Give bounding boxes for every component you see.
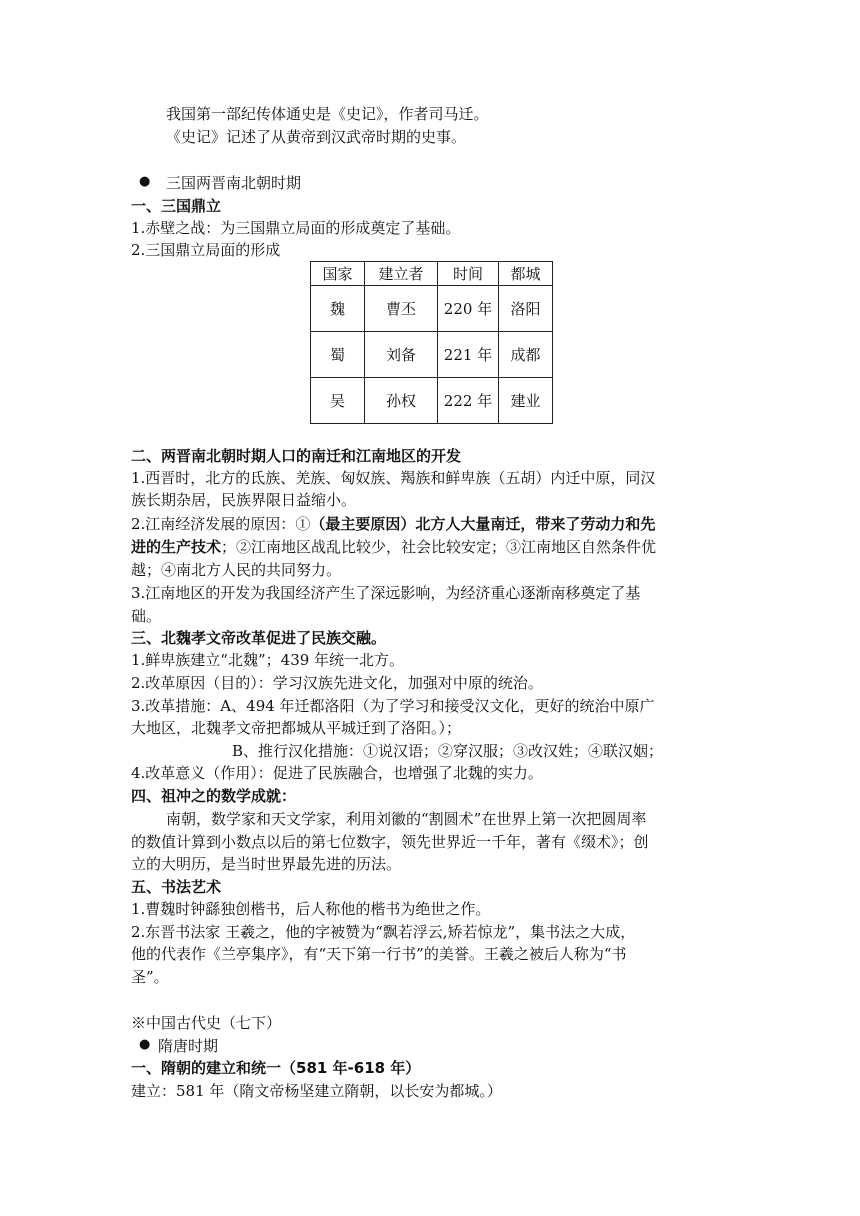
table-cell: 曹丕: [365, 286, 438, 332]
section2-text: ；②江南地区战乱比较少，社会比较安定；③江南地区自然条件优: [221, 538, 657, 556]
section-heading-1: 一、三国鼎立: [131, 197, 222, 215]
section1-item-2: 2.三国鼎立局面的形成: [131, 241, 281, 259]
section2-line: 1.西晋时，北方的氐族、羌族、匈奴族、羯族和鲜卑族（五胡）内迁中原，同汉: [131, 469, 656, 487]
bullet-icon: ●: [139, 1037, 151, 1052]
table-cell: 洛阳: [499, 286, 553, 332]
part-title: ※中国古代史（七下）: [131, 1014, 282, 1032]
period-title: 三国两晋南北朝时期: [166, 174, 302, 192]
table-cell: 221 年: [438, 332, 499, 378]
section3-line: 4.改革意义（作用）：促进了民族融合，也增强了北魏的实力。: [131, 764, 543, 782]
section4-line: 立的大明历，是当时世界最先进的历法。: [131, 855, 402, 873]
table-row: [311, 286, 553, 332]
table-header-cell: 时间: [438, 262, 499, 286]
section5-line: 他的代表作《兰亭集序》，有“天下第一行书”的美誉。王羲之被后人称为“书: [131, 945, 627, 963]
intro-line-2: 《史记》记述了从黄帝到汉武帝时期的史事。: [166, 128, 467, 146]
section3-line: 1.鲜卑族建立“北魏”；439 年统一北方。: [131, 651, 405, 669]
section-heading-sui: 一、隋朝的建立和统一（581 年-618 年）: [131, 1059, 421, 1077]
section2-text: 2.江南经济发展的原因：①: [131, 515, 311, 533]
table-cell: 吴: [311, 378, 365, 424]
section2-line: [131, 536, 656, 558]
section3-line: 3.改革措施：A、494 年迁都洛阳（为了学习和接受汉文化，更好的统治中原广: [131, 697, 655, 715]
table-cell: 孙权: [365, 378, 438, 424]
table-cell: 刘备: [365, 332, 438, 378]
section3-line: 大地区，北魏孝文帝把都城从平城迁到了洛阳。）；: [131, 719, 462, 737]
section3-line: 2.改革原因（目的）：学习汉族先进文化，加强对中原的统治。: [131, 674, 543, 692]
section2-line: 础。: [131, 607, 162, 625]
section3-line: B、推行汉化措施：①说汉语；②穿汉服；③改汉姓；④联汉姻；: [232, 742, 664, 760]
section1-item-1: 1.赤壁之战：为三国鼎立局面的形成奠定了基础。: [131, 219, 461, 237]
section-heading-5: 五、书法艺术: [131, 878, 222, 896]
section2-line: 3.江南地区的开发为我国经济产生了深远影响，为经济重心逐渐南移奠定了基: [131, 584, 641, 602]
three-kingdoms-table: [310, 261, 553, 424]
table-cell: 蜀: [311, 332, 365, 378]
period-title: 隋唐时期: [158, 1037, 219, 1055]
section5-line: 圣”。: [131, 968, 169, 986]
sui-line: 建立：581 年（隋文帝杨坚建立隋朝，以长安为都城。）: [131, 1082, 502, 1100]
section2-bold-text: 进的生产技术: [131, 538, 222, 556]
section-heading-2: 二、两晋南北朝时期人口的南迁和江南地区的开发: [131, 447, 462, 465]
section-heading-4: 四、祖冲之的数学成就：: [131, 787, 297, 805]
table-row: [311, 378, 553, 424]
table-header-row: [311, 262, 553, 286]
table-cell: 222 年: [438, 378, 499, 424]
section4-line: 南朝，数学家和天文学家，利用刘徽的“割圆术”在世界上第一次把圆周率: [166, 810, 647, 828]
section4-line: 的数值计算到小数点以后的第七位数字，领先世界近一千年，著有《缀术》；创: [131, 833, 649, 851]
table-row: [311, 332, 553, 378]
bullet-icon: ●: [139, 174, 151, 189]
table-cell: 220 年: [438, 286, 499, 332]
table-cell: 魏: [311, 286, 365, 332]
section-heading-3: 三、北魏孝文帝改革促进了民族交融。: [131, 629, 387, 647]
section2-line: [131, 513, 655, 535]
section2-line: 越；④南北方人民的共同努力。: [131, 561, 342, 579]
section2-line: 族长期杂居，民族界限日益缩小。: [131, 491, 357, 509]
section5-line: 1.曹魏时钟繇独创楷书，后人称他的楷书为绝世之作。: [131, 900, 491, 918]
intro-line-1: 我国第一部纪传体通史是《史记》，作者司马迁。: [166, 105, 489, 123]
section5-line: 2.东晋书法家 王羲之，他的字被赞为“飘若浮云,矫若惊龙”，集书法之大成，: [131, 923, 636, 941]
table-cell: 成都: [499, 332, 553, 378]
table-header-cell: 都城: [499, 262, 553, 286]
section2-bold-text: （最主要原因）北方人大量南迁，带来了劳动力和先: [310, 515, 656, 533]
table-header-cell: 建立者: [365, 262, 438, 286]
table-header-cell: 国家: [311, 262, 365, 286]
table-cell: 建业: [499, 378, 553, 424]
